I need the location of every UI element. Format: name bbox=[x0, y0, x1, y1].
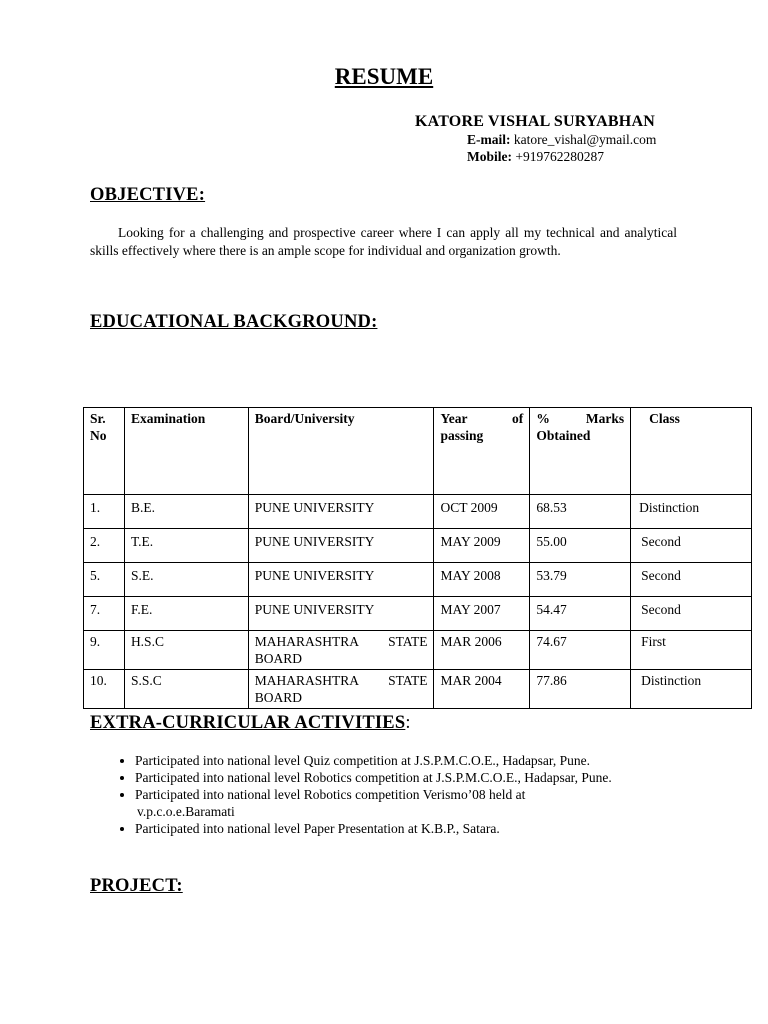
list-item: • Participated into national level Robotics competition at J.S.P.M.C.O.E., Hadapsar, Pune. bbox=[135, 769, 695, 786]
table-row bbox=[84, 631, 752, 670]
cell-sr: 9. bbox=[84, 631, 125, 670]
column-header: Sr. No bbox=[84, 408, 125, 495]
cell-year: MAR 2006 bbox=[434, 631, 530, 670]
cell-class: Distinction bbox=[631, 670, 752, 709]
table-row bbox=[84, 563, 752, 597]
cell-exam: S.S.C bbox=[124, 670, 248, 709]
cell-board: MAHARASHTRA STATE BOARD bbox=[248, 670, 434, 709]
column-header: % Marks Obtained bbox=[530, 408, 631, 495]
cell-marks: 53.79 bbox=[530, 563, 631, 597]
cell-class: Second bbox=[631, 597, 752, 631]
cell-class: First bbox=[631, 631, 752, 670]
cell-year: MAY 2009 bbox=[434, 529, 530, 563]
cell-exam: H.S.C bbox=[124, 631, 248, 670]
mobile-value: +919762280287 bbox=[515, 149, 604, 164]
column-header: Board/University bbox=[248, 408, 434, 495]
objective-heading: OBJECTIVE: bbox=[90, 185, 206, 205]
table-row bbox=[84, 495, 752, 529]
cell-sr: 1. bbox=[84, 495, 125, 529]
list-item-text: Participated into national level Robotics competition Verismo’08 held at bbox=[135, 787, 526, 802]
mobile-line bbox=[467, 148, 707, 165]
list-item: • Participated into national level Quiz competition at J.S.P.M.C.O.E., Hadapsar, Pune. bbox=[135, 752, 695, 769]
cell-board: PUNE UNIVERSITY bbox=[248, 495, 434, 529]
table-header-row bbox=[84, 408, 752, 495]
cell-marks: 77.86 bbox=[530, 670, 631, 709]
list-item: • Participated into national level Paper Presentation at K.B.P., Satara. bbox=[135, 820, 695, 837]
list-item bbox=[135, 786, 695, 820]
email-value: katore_vishal@ymail.com bbox=[513, 132, 657, 147]
cell-year: OCT 2009 bbox=[434, 495, 530, 529]
cell-marks: 54.47 bbox=[530, 597, 631, 631]
education-table bbox=[83, 407, 752, 709]
table-row bbox=[84, 529, 752, 563]
cell-sr: 5. bbox=[84, 563, 125, 597]
contact-block bbox=[415, 113, 655, 165]
cell-board: MAHARASHTRA STATE BOARD bbox=[248, 631, 434, 670]
cell-exam: S.E. bbox=[124, 563, 248, 597]
candidate-name: KATORE VISHAL SURYABHAN bbox=[415, 113, 655, 130]
resume-title: RESUME bbox=[334, 64, 434, 89]
education-heading: EDUCATIONAL BACKGROUND: bbox=[90, 312, 378, 332]
cell-class: Second bbox=[631, 563, 752, 597]
cell-year: MAY 2007 bbox=[434, 597, 530, 631]
table-row bbox=[84, 597, 752, 631]
table-row bbox=[84, 670, 752, 709]
cell-sr: 2. bbox=[84, 529, 125, 563]
cell-exam: B.E. bbox=[124, 495, 248, 529]
cell-year: MAR 2004 bbox=[434, 670, 530, 709]
column-header: Class bbox=[631, 408, 752, 495]
cell-class: Distinction bbox=[631, 495, 752, 529]
activities-heading-colon: : bbox=[405, 713, 411, 733]
cell-exam: T.E. bbox=[124, 529, 248, 563]
cell-year: MAY 2008 bbox=[434, 563, 530, 597]
project-heading: PROJECT: bbox=[90, 876, 183, 896]
list-item-continuation: v.p.c.o.e.Baramati bbox=[137, 804, 235, 819]
cell-board: PUNE UNIVERSITY bbox=[248, 529, 434, 563]
email-label: E-mail: bbox=[467, 132, 511, 147]
activities-heading bbox=[90, 713, 411, 734]
cell-sr: 10. bbox=[84, 670, 125, 709]
objective-text: Looking for a challenging and prospective career where I can apply all my technical and analytical skills effectively where there is an ample scope for individual and organization growth. bbox=[90, 225, 677, 258]
mobile-label: Mobile: bbox=[467, 149, 512, 164]
cell-sr: 7. bbox=[84, 597, 125, 631]
cell-board: PUNE UNIVERSITY bbox=[248, 597, 434, 631]
cell-marks: 74.67 bbox=[530, 631, 631, 670]
activities-list bbox=[117, 752, 695, 837]
cell-exam: F.E. bbox=[124, 597, 248, 631]
column-header: Year of passing bbox=[434, 408, 530, 495]
email-line bbox=[467, 131, 707, 148]
cell-class: Second bbox=[631, 529, 752, 563]
cell-marks: 55.00 bbox=[530, 529, 631, 563]
cell-marks: 68.53 bbox=[530, 495, 631, 529]
cell-board: PUNE UNIVERSITY bbox=[248, 563, 434, 597]
column-header: Examination bbox=[124, 408, 248, 495]
activities-heading-text: EXTRA-CURRICULAR ACTIVITIES bbox=[90, 713, 406, 733]
